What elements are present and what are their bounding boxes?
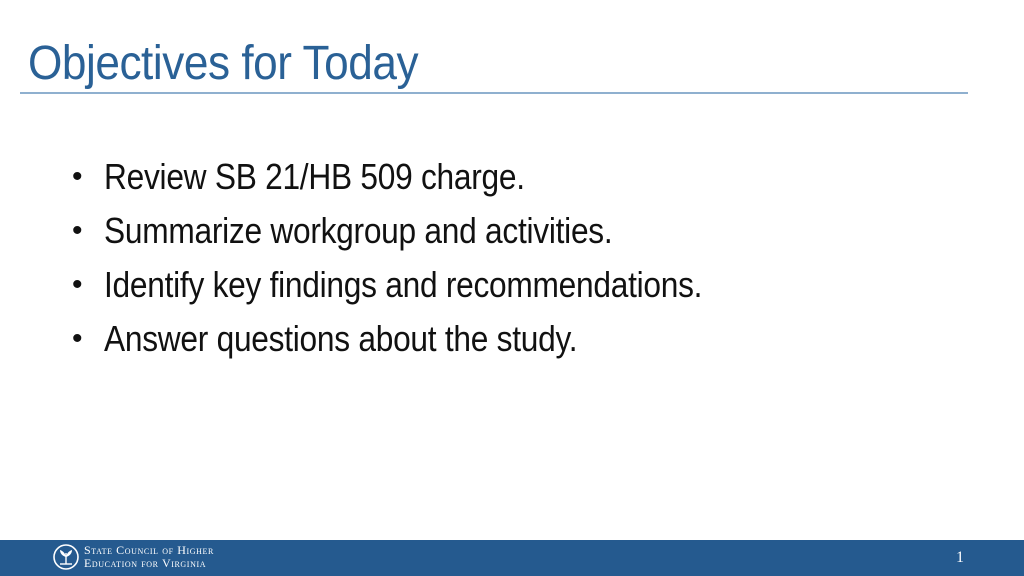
logo-text bbox=[84, 544, 214, 570]
bullet-text: Summarize workgroup and activities. bbox=[104, 210, 613, 251]
bullet-item bbox=[72, 312, 784, 366]
bullet-marker: • bbox=[72, 322, 83, 355]
bullet-marker: • bbox=[72, 268, 83, 301]
bullet-item bbox=[72, 258, 784, 312]
logo-line-1: State Council of Higher bbox=[84, 543, 214, 557]
bullet-item bbox=[72, 150, 784, 204]
bullet-text: Review SB 21/HB 509 charge. bbox=[104, 156, 525, 197]
bullet-text: Identify key findings and recommendations. bbox=[104, 264, 703, 305]
slide-title: Objectives for Today bbox=[28, 37, 419, 90]
page-number: 1 bbox=[956, 549, 964, 566]
scheV-seal-icon bbox=[52, 543, 80, 571]
title-divider bbox=[20, 92, 968, 94]
schev-logo bbox=[52, 543, 214, 571]
bullet-marker: • bbox=[72, 214, 83, 247]
bullet-item bbox=[72, 204, 784, 258]
bullet-marker: • bbox=[72, 160, 83, 193]
footer-bar bbox=[0, 540, 1024, 576]
bullet-list bbox=[72, 150, 784, 366]
logo-line-2: Education for Virginia bbox=[84, 556, 207, 570]
bullet-text: Answer questions about the study. bbox=[104, 318, 578, 359]
